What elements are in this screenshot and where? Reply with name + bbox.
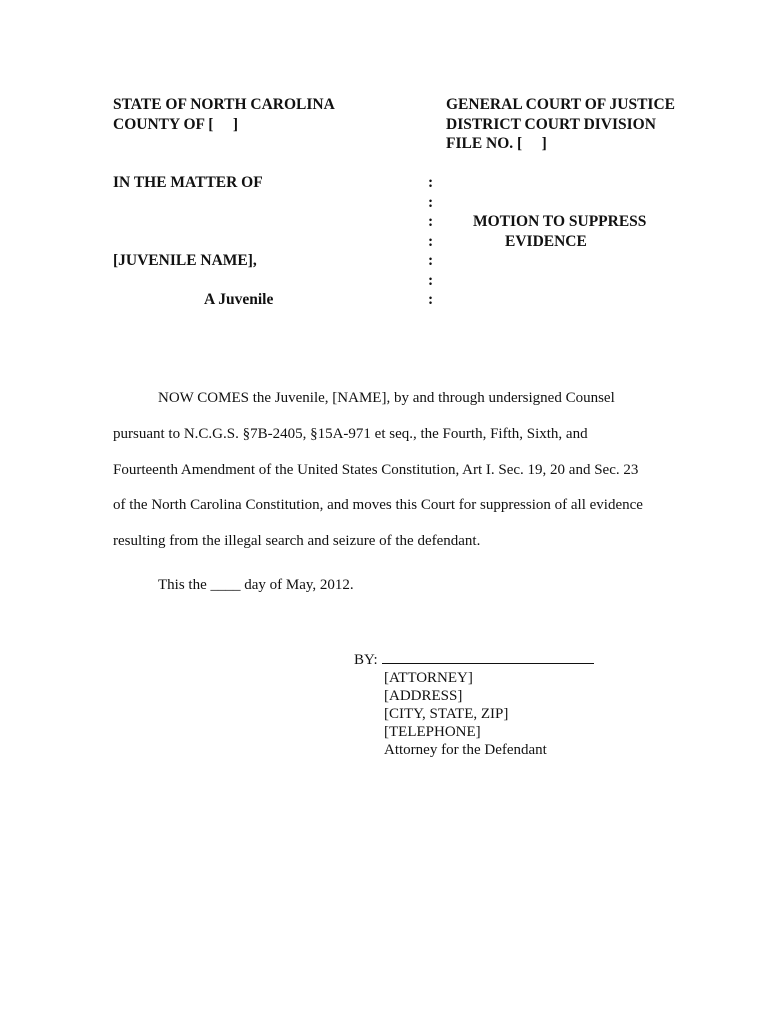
body-line: NOW COMES the Juvenile, [NAME], by and through undersigned Counsel xyxy=(158,390,615,406)
colon: : xyxy=(428,291,434,308)
motion-title xyxy=(473,212,646,251)
file-number-line: FILE NO. [ ] xyxy=(446,135,547,152)
attorney-address: [ADDRESS] xyxy=(384,688,463,704)
state-line: STATE OF NORTH CAROLINA xyxy=(113,96,335,113)
juvenile-label: A Juvenile xyxy=(204,291,274,308)
court-line: GENERAL COURT OF JUSTICE xyxy=(446,96,675,113)
colon: : xyxy=(428,271,434,289)
caption-left xyxy=(113,95,335,134)
colon: : xyxy=(428,174,434,191)
signature-line xyxy=(382,649,594,664)
division-line: DISTRICT COURT DIVISION xyxy=(446,115,656,133)
by-label: BY: xyxy=(354,652,378,668)
motion-body xyxy=(113,381,653,560)
body-line: Fourteenth Amendment of the United States Constitution, Art I. Sec. 19, 20 and Sec. 23 xyxy=(113,461,639,478)
attorney-telephone: [TELEPHONE] xyxy=(384,724,481,740)
motion-title-line2: EVIDENCE xyxy=(505,232,587,250)
matter-heading: IN THE MATTER OF xyxy=(113,174,263,191)
colon: : xyxy=(428,232,434,250)
signature-block xyxy=(354,649,594,759)
body-line: pursuant to N.C.G.S. §7B-2405, §15A-971 et seq., the Fourth, Fifth, Sixth, and xyxy=(113,425,588,442)
caption-colon-column xyxy=(428,173,433,310)
colon: : xyxy=(428,213,434,230)
colon: : xyxy=(428,252,434,269)
juvenile-name: [JUVENILE NAME], xyxy=(113,252,257,269)
caption-right xyxy=(446,95,675,154)
attorney-details xyxy=(354,669,594,759)
body-line: resulting from the illegal search and seizure of the defendant. xyxy=(113,533,481,550)
county-line: COUNTY OF [ ] xyxy=(113,115,238,133)
signature-by-line xyxy=(354,649,594,669)
attorney-city: [CITY, STATE, ZIP] xyxy=(384,706,509,722)
attorney-role: Attorney for the Defendant xyxy=(384,742,547,758)
attorney-name: [ATTORNEY] xyxy=(384,670,473,686)
motion-title-line1: MOTION TO SUPPRESS xyxy=(473,213,647,230)
body-line: of the North Carolina Constitution, and moves this Court for suppression of all evidence xyxy=(113,497,643,514)
date-line: This the ____ day of May, 2012. xyxy=(158,577,354,593)
colon: : xyxy=(428,193,434,211)
